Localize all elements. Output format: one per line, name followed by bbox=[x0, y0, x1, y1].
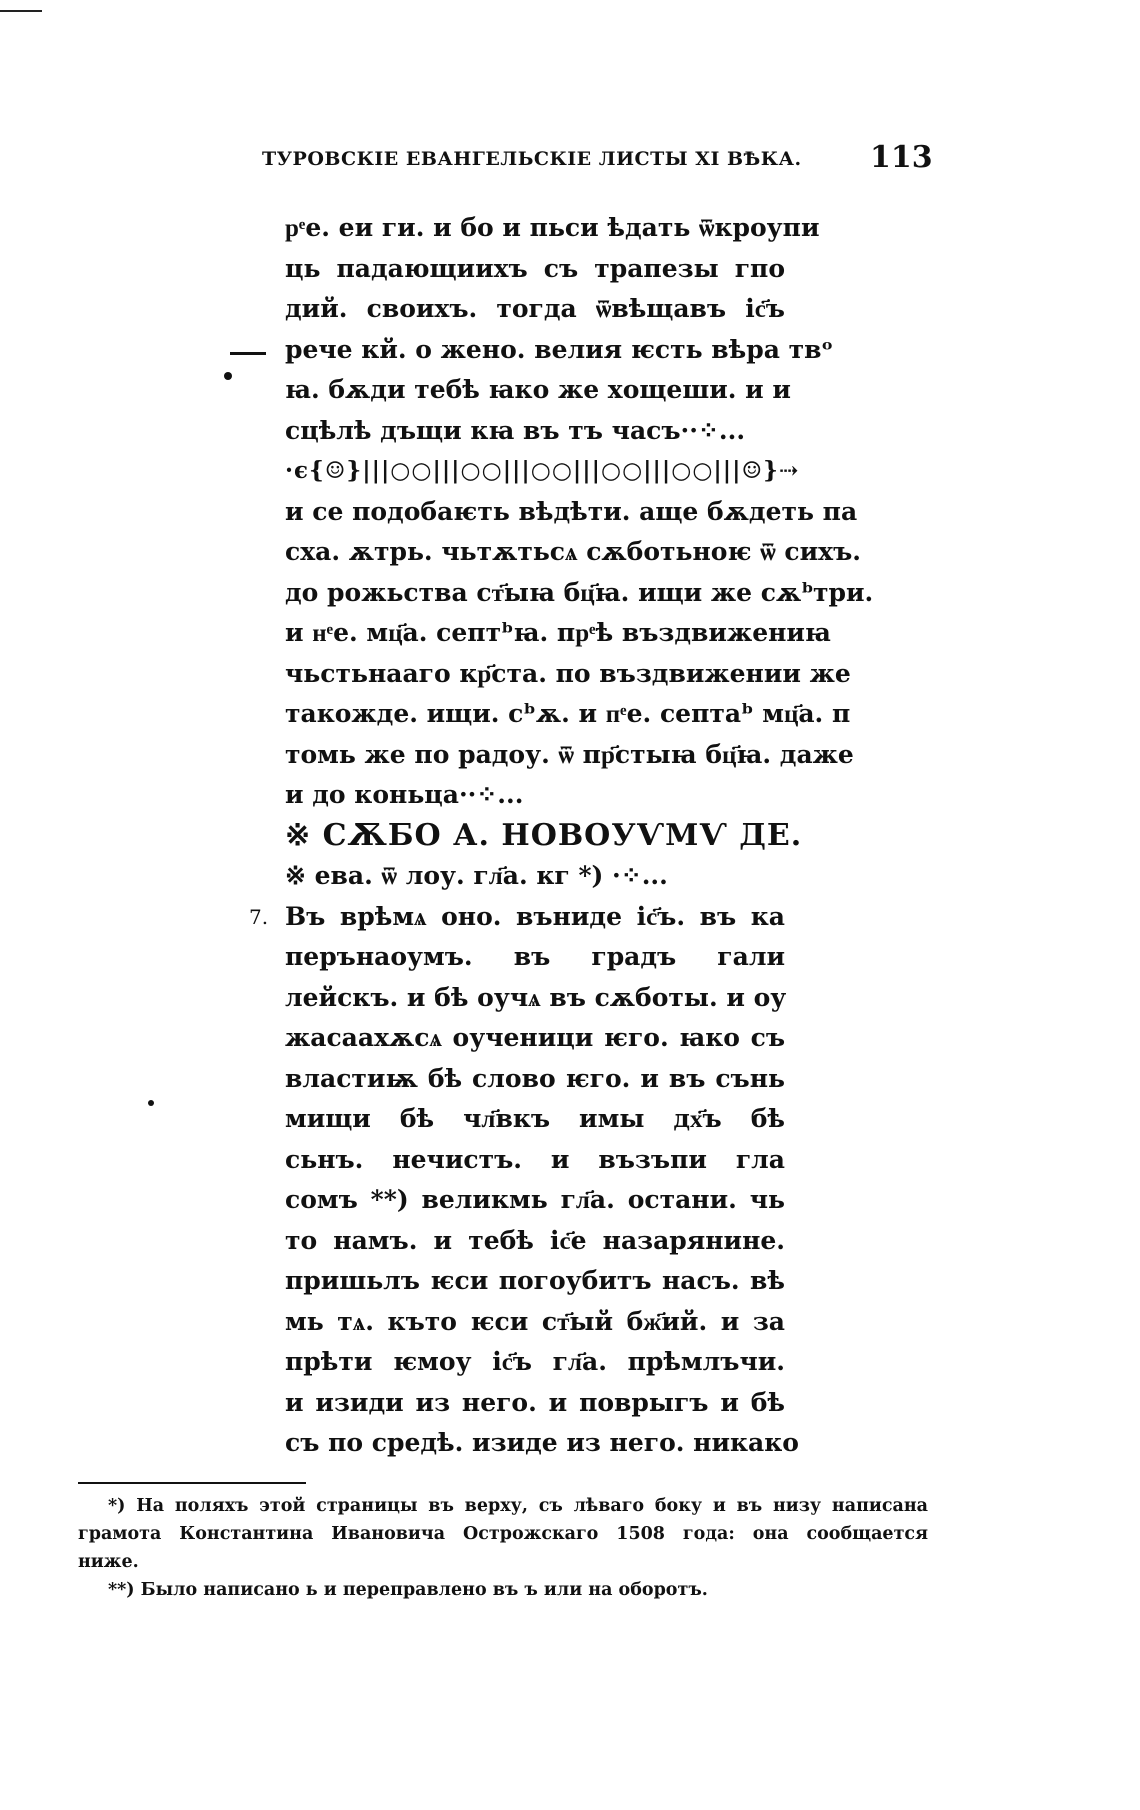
text-line: такожде. ищи. сᵇѫ. и пͤе. септаᵇ мц҃а. п bbox=[285, 699, 851, 728]
text-line: сцѣлѣ дъщи кꙗ въ тъ часъ··⁘... bbox=[285, 415, 746, 445]
text-line: мищи бѣ чл҃вкъ имы дх҃ъ бѣ bbox=[285, 1104, 785, 1133]
text-line: сха. ѫтрь. чьтѫтьсѧ сѫботьноѥ ѿ сихъ. bbox=[285, 537, 861, 566]
text-line: ꙗ. бѫди тебѣ ꙗко же хощеши. и и bbox=[285, 375, 791, 404]
text-line: сьнъ. нечистъ. и възъпи гла bbox=[285, 1144, 785, 1174]
text-line: до рожьства ст҃ыꙗ бц҃ꙗ. ищи же сѫᵇ три. bbox=[285, 573, 785, 614]
text-line: то намъ. и тебѣ іс҃е назарянине. bbox=[285, 1225, 785, 1255]
margin-dot bbox=[224, 372, 232, 380]
text-line: мь тѧ. къто ѥси ст҃ый бж҃ий. и за bbox=[285, 1306, 785, 1336]
text-line: рͤе. еи ги. и бо и пьси ѣдать ѿкроупи bbox=[285, 213, 820, 242]
text-line: рече кй. о жено. велия ѥсть вѣра твᵒ bbox=[285, 334, 834, 364]
text-line: дий. своихъ. тогда ѿвѣщавъ іс҃ъ bbox=[285, 294, 785, 323]
verse-number: 7. bbox=[249, 904, 269, 929]
ornament-band: ·є{☺}|||○○|||○○|||○○|||○○|||○○|||☺}⇢ bbox=[285, 457, 800, 484]
text-line: жасаахѫсѧ оученици ѥго. ꙗко съ bbox=[285, 1023, 785, 1052]
text-line: 7. Въ врѣмѧ оно. въниде іс҃ъ. въ ка bbox=[285, 897, 785, 938]
footnote-1-end: ниже. bbox=[78, 1552, 139, 1572]
text-line: и нͤе. мц҃а. септᵇꙗ. прͤѣ въздвижениꙗ bbox=[285, 618, 831, 647]
page-header bbox=[0, 140, 1140, 180]
section-heading: ※ СѪБО А. НОВОУѴМѴ ДЕ. bbox=[285, 817, 803, 853]
text-line: пришьлъ ѥси погоубитъ насъ. вѣ bbox=[285, 1266, 785, 1295]
running-title: ТУРОВСКІЕ ЕВАНГЕЛЬСКІЕ ЛИСТЫ XI ВѢКА. bbox=[262, 148, 802, 170]
footnote-2: **) Было написано ь и переправлено въ ъ или на оборотъ. bbox=[108, 1580, 708, 1600]
footnotes bbox=[78, 1492, 928, 1604]
footnote-rule bbox=[78, 1482, 306, 1484]
text-line: перънаоумъ. въ градъ гали bbox=[285, 942, 785, 971]
text-line: томь же по радоу. ѿ пр҃стыꙗ бц҃ꙗ. даже bbox=[285, 739, 854, 769]
text-line: ць падающиихъ съ трапезы гпо bbox=[285, 253, 785, 283]
page-number: 113 bbox=[870, 140, 933, 175]
footnote-1-cont: грамота Константина Ивановича Острожскаго 1508 года: она сообщается bbox=[78, 1524, 928, 1544]
text-line: прѣти ѥмоу іс҃ъ гл҃а. прѣмлъчи. bbox=[285, 1347, 785, 1376]
margin-dash bbox=[230, 352, 266, 355]
text-line: лейскъ. и бѣ оучѧ въ сѫботы. и оу bbox=[285, 982, 787, 1012]
text-line: сомъ **) великмь гл҃а. остани. чь bbox=[285, 1185, 785, 1214]
margin-note: три. bbox=[813, 577, 874, 607]
text-line: чьстьнааго кр҃ста. по въздвижении же bbox=[285, 658, 851, 688]
text-line: и се подобаѥть вѣдѣти. аще бѫдеть па bbox=[285, 496, 858, 526]
main-text bbox=[249, 208, 874, 1464]
text-line: и до коньца··⁘... bbox=[285, 780, 524, 809]
text-line: съ по средѣ. изиде из него. никако bbox=[285, 1428, 799, 1457]
reading-rubric: ※ ева. ѿ лоу. гл҃а. кг *) ·⁘... bbox=[285, 861, 668, 890]
text-line: и изиди из него. и поврыгъ и бѣ bbox=[285, 1387, 785, 1417]
text-line: властиѭ бѣ слово ѥго. и въ сънь bbox=[285, 1063, 785, 1093]
footnote-1: *) На поляхъ этой страницы въ верху, съ лѣваго боку и въ низу написана bbox=[108, 1496, 928, 1516]
margin-dot bbox=[148, 1100, 154, 1106]
corner-rule bbox=[0, 10, 42, 12]
